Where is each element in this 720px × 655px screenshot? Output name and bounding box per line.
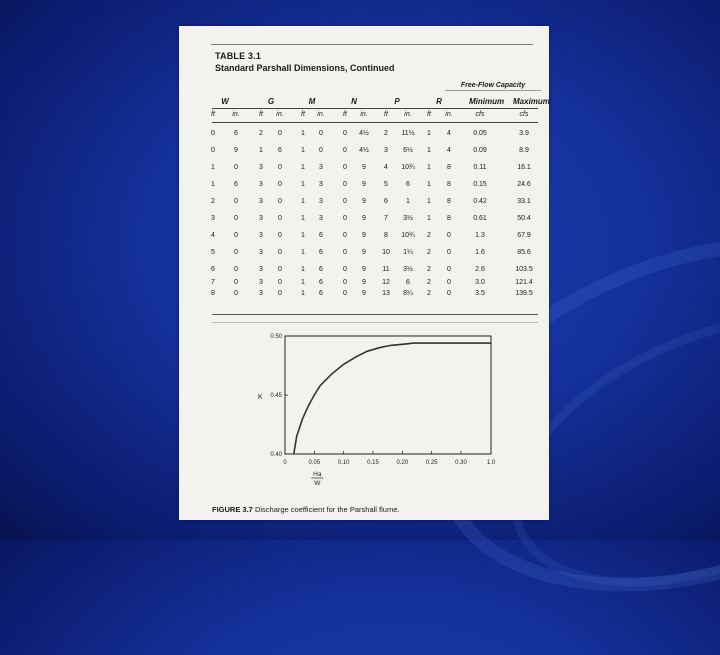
table-cell: 9: [234, 147, 238, 154]
figure-caption: [212, 505, 399, 514]
table-cell: 3: [259, 232, 263, 239]
table-cell: 1: [301, 198, 305, 205]
table-cell: 1: [427, 181, 431, 188]
table-cell: 2: [427, 279, 431, 287]
table-cell: 7: [211, 279, 215, 287]
table-cell: 5: [211, 249, 215, 256]
table-cell: 3.0: [475, 279, 485, 287]
column-group-header: Minimum: [469, 97, 505, 106]
table-cell: 3: [259, 290, 263, 297]
table-cell: 3: [259, 164, 263, 171]
table-cell: 0: [278, 249, 282, 256]
table-row: [179, 290, 549, 300]
table-cell: 1: [301, 249, 305, 256]
table-cell: 10¾: [401, 232, 415, 239]
table-cell: 3: [211, 215, 215, 222]
table-cell: 3.9: [519, 130, 529, 137]
table-cell: 0: [319, 130, 323, 137]
table-cell: 0: [343, 130, 347, 137]
table-cell: 9: [362, 181, 366, 188]
table-row: [179, 147, 549, 157]
table-cell: 8: [447, 215, 451, 222]
table-cell: 8: [447, 164, 451, 171]
table-cell: 1: [301, 147, 305, 154]
data-point: [413, 342, 414, 343]
table-cell: 0: [234, 290, 238, 297]
table-cell: 1: [301, 290, 305, 297]
data-point: [402, 344, 403, 345]
discharge-coefficient-curve: [294, 343, 491, 454]
table-cell: 0: [278, 290, 282, 297]
table-cell: 33.1: [517, 198, 531, 205]
data-point: [390, 345, 391, 346]
table-cell: 11½: [401, 130, 415, 137]
table-cell: 2: [211, 198, 215, 205]
table-cell: 3: [259, 279, 263, 287]
table-cell: 0.09: [473, 147, 487, 154]
table-cell: 2: [259, 130, 263, 137]
table-cell: 0: [343, 164, 347, 171]
table-cell: 0: [234, 249, 238, 256]
table-cell: 0: [278, 232, 282, 239]
table-cell: 9: [362, 279, 366, 287]
data-point: [490, 342, 491, 343]
table-cell: 4½: [359, 147, 369, 154]
x-axis-label-denominator: W: [314, 480, 321, 487]
table-cell: 1: [211, 181, 215, 188]
table-cell: 0: [278, 130, 282, 137]
table-cell: 6: [319, 249, 323, 256]
table-cell: 6: [278, 147, 282, 154]
table-cell: 4: [211, 232, 215, 239]
table-cell: 9: [362, 266, 366, 273]
table-cell: 6: [319, 279, 323, 287]
table-cell: 1: [427, 198, 431, 205]
x-tick-label: 0.20: [396, 460, 409, 466]
table-cell: 50.4: [517, 215, 531, 222]
table-cell: 67.9: [517, 232, 531, 239]
table-cell: 0.05: [473, 130, 487, 137]
column-unit-header: in.: [232, 111, 240, 118]
table-cell: 10¾: [401, 164, 415, 171]
table-cell: 2: [427, 266, 431, 273]
table-cell: 0: [278, 279, 282, 287]
table-row: [179, 266, 549, 276]
table-cell: 0: [278, 266, 282, 273]
table-cell: 0: [343, 266, 347, 273]
divider: [212, 108, 538, 109]
table-cell: 3.5: [475, 290, 485, 297]
table-row: [179, 215, 549, 225]
table-cell: 6: [234, 130, 238, 137]
table-cell: 9: [362, 290, 366, 297]
table-cell: 2: [427, 232, 431, 239]
table-cell: 9: [362, 164, 366, 171]
x-axis-label-numerator: Ha: [313, 471, 322, 478]
table-cell: 0: [343, 249, 347, 256]
y-axis-label: K: [258, 394, 263, 401]
table-cell: 0.11: [473, 164, 487, 171]
table-cell: 1: [301, 232, 305, 239]
table-cell: 6: [211, 266, 215, 273]
table-cell: 4: [384, 164, 388, 171]
x-tick-label: 0.30: [455, 460, 467, 466]
table-cell: 9: [362, 198, 366, 205]
table-row: [179, 181, 549, 191]
table-cell: 8: [384, 232, 388, 239]
table-cell: 0: [278, 164, 282, 171]
table-cell: 6: [319, 232, 323, 239]
column-unit-header: in.: [445, 111, 453, 118]
table-cell: 1: [301, 215, 305, 222]
table-cell: 0: [278, 181, 282, 188]
table-cell: 1¼: [403, 249, 413, 256]
capacity-header: Free-Flow Capacity: [460, 82, 526, 89]
table-cell: 6: [319, 266, 323, 273]
divider: [212, 122, 538, 123]
column-unit-header: ft: [259, 111, 263, 118]
table-cell: 0: [234, 232, 238, 239]
table-cell: 3: [319, 215, 323, 222]
table-cell: 2.6: [475, 266, 485, 273]
table-cell: 24.6: [517, 181, 531, 188]
table-cell: 1: [301, 181, 305, 188]
plot-frame: [285, 336, 491, 454]
column-group-header: Maximum: [513, 97, 550, 106]
table-cell: 2: [384, 130, 388, 137]
table-cell: 5: [384, 181, 388, 188]
table-cell: 0: [447, 266, 451, 273]
data-point: [296, 436, 297, 437]
table-cell: 3: [259, 266, 263, 273]
table-cell: 13: [382, 290, 390, 297]
table-cell: 3½: [403, 215, 413, 222]
table-cell: 6: [406, 181, 410, 188]
table-cell: 1: [427, 215, 431, 222]
table-cell: 1.3: [475, 232, 485, 239]
table-cell: 0: [447, 249, 451, 256]
column-unit-header: ft: [301, 111, 305, 118]
column-unit-header: in.: [360, 111, 368, 118]
table-cell: 0: [447, 279, 451, 287]
column-group-header: G: [267, 97, 275, 106]
column-group-header: N: [351, 97, 357, 106]
x-tick-label: 0.10: [337, 460, 350, 466]
column-unit-header: cfs: [475, 111, 485, 118]
x-tick-label: 0: [283, 460, 287, 466]
x-tick-label: 1.0: [486, 460, 496, 466]
table-cell: 1: [301, 266, 305, 273]
data-point: [343, 364, 344, 365]
y-tick-label: 0.50: [270, 334, 282, 340]
y-tick-label: 0.40: [270, 452, 282, 458]
table-cell: 0: [278, 215, 282, 222]
column-unit-header: ft: [427, 111, 431, 118]
column-unit-header: cfs: [519, 111, 529, 118]
table-cell: 6: [406, 279, 410, 287]
data-point: [378, 347, 379, 348]
table-cell: 6½: [403, 147, 413, 154]
x-tick-label: 0.15: [367, 460, 379, 466]
table-cell: 4: [447, 147, 451, 154]
table-cell: 0: [343, 279, 347, 287]
y-tick-label: 0.45: [270, 393, 282, 399]
column-group-header: W: [221, 97, 229, 106]
table-cell: 0.15: [473, 181, 487, 188]
table-row: [179, 164, 549, 174]
table-cell: 8: [211, 290, 215, 297]
table-cell: 8: [447, 198, 451, 205]
table-row: [179, 198, 549, 208]
table-cell: 1: [301, 164, 305, 171]
table-cell: 0: [343, 215, 347, 222]
table-cell: 1: [301, 279, 305, 287]
table-cell: 0: [234, 266, 238, 273]
column-unit-header: in.: [404, 111, 412, 118]
table-cell: 3: [319, 181, 323, 188]
table-cell: 6: [384, 198, 388, 205]
table-cell: 3½: [403, 266, 413, 273]
table-cell: 139.5: [515, 290, 533, 297]
table-cell: 85.6: [517, 249, 531, 256]
table-cell: 6: [319, 290, 323, 297]
table-cell: 1: [427, 130, 431, 137]
column-group-header: M: [308, 97, 316, 106]
table-unit-header: [179, 111, 549, 121]
data-point: [355, 357, 356, 358]
table-cell: 1: [406, 198, 410, 205]
table-cell: 16.1: [517, 164, 531, 171]
data-point: [320, 385, 321, 386]
column-unit-header: in.: [317, 111, 325, 118]
table-cell: 9: [362, 249, 366, 256]
caption-text: Discharge coefficient for the Parshall flume.: [254, 505, 400, 514]
table-cell: 0.61: [473, 215, 487, 222]
column-unit-header: ft: [343, 111, 347, 118]
table-cell: 3: [259, 215, 263, 222]
table-cell: 6: [234, 181, 238, 188]
table-cell: 3: [259, 249, 263, 256]
table-cell: 3: [319, 164, 323, 171]
table-cell: 0: [234, 215, 238, 222]
table-row: [179, 279, 549, 289]
table-cell: 2: [427, 290, 431, 297]
table-title: TABLE 3.1: [215, 51, 262, 61]
table-cell: 0: [278, 198, 282, 205]
table-row: [179, 130, 549, 140]
table-cell: 3: [319, 198, 323, 205]
table-cell: 0: [234, 279, 238, 287]
divider: [445, 90, 541, 91]
table-cell: 3: [259, 198, 263, 205]
table-cell: 8.9: [519, 147, 529, 154]
table-cell: 1: [211, 164, 215, 171]
table-cell: 0: [234, 198, 238, 205]
table-cell: 103.5: [515, 266, 533, 273]
table-cell: 8¼: [403, 290, 413, 297]
column-group-header: P: [394, 97, 400, 106]
column-group-header: R: [436, 97, 442, 106]
table-cell: 10: [382, 249, 390, 256]
table-cell: 11: [382, 266, 390, 273]
table-cell: 2: [427, 249, 431, 256]
data-point: [314, 394, 315, 395]
table-group-header: [179, 97, 549, 107]
table-cell: 3: [259, 181, 263, 188]
x-tick-label: 0.05: [308, 460, 321, 466]
table-cell: 0: [447, 290, 451, 297]
table-cell: 0: [234, 164, 238, 171]
table-cell: 0: [343, 181, 347, 188]
table-cell: 1: [427, 164, 431, 171]
table-cell: 0: [319, 147, 323, 154]
column-unit-header: ft: [384, 111, 388, 118]
table-cell: 9: [362, 215, 366, 222]
table-cell: 8: [447, 181, 451, 188]
table-cell: 1: [427, 147, 431, 154]
table-cell: 7: [384, 215, 388, 222]
data-point: [308, 405, 309, 406]
table-cell: 9: [362, 232, 366, 239]
table-cell: 12: [382, 279, 390, 287]
table-row: [179, 249, 549, 259]
column-unit-header: in.: [276, 111, 284, 118]
table-subtitle: Standard Parshall Dimensions, Continued: [215, 63, 395, 73]
divider: [212, 314, 538, 315]
x-tick-label: 0.25: [425, 460, 438, 466]
table-cell: 0: [343, 290, 347, 297]
table-cell: 3: [384, 147, 388, 154]
table-cell: 0: [447, 232, 451, 239]
data-point: [302, 418, 303, 419]
data-point: [293, 453, 294, 454]
table-cell: 1.6: [475, 249, 485, 256]
divider: [211, 44, 533, 45]
discharge-coefficient-chart: [249, 330, 509, 500]
table-cell: 0: [343, 198, 347, 205]
table-cell: 0: [343, 147, 347, 154]
table-cell: 1: [259, 147, 263, 154]
table-cell: 121.4: [515, 279, 533, 287]
table-cell: 0: [343, 232, 347, 239]
caption-label: FIGURE 3.7: [212, 505, 253, 514]
table-cell: 0: [211, 130, 215, 137]
table-cell: 0.42: [473, 198, 487, 205]
data-point: [331, 373, 332, 374]
table-cell: 4½: [359, 130, 369, 137]
table-cell: 0: [211, 147, 215, 154]
table-row: [179, 232, 549, 242]
divider: [212, 322, 538, 323]
data-point: [367, 351, 368, 352]
table-cell: 4: [447, 130, 451, 137]
table-cell: 1: [301, 130, 305, 137]
scanned-page: [179, 26, 549, 520]
column-unit-header: ft: [211, 111, 215, 118]
